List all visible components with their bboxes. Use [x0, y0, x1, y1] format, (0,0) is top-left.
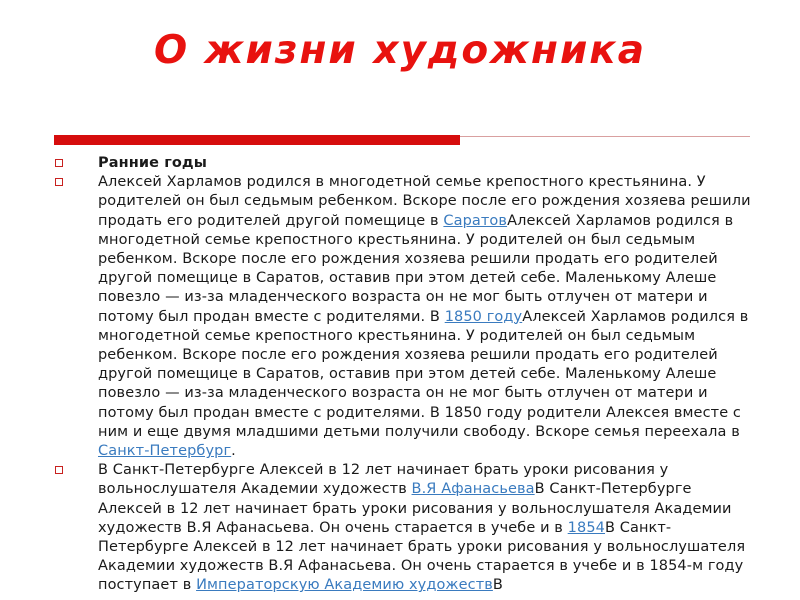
link-1854[interactable]: 1854 [567, 519, 605, 536]
slide-title: О жизни художника [153, 28, 647, 73]
link-1850[interactable]: 1850 году [444, 308, 523, 325]
paragraph-1 [98, 173, 754, 461]
link-saint-petersburg[interactable]: Санкт-Петербург [98, 443, 232, 460]
paragraph-2-text: В Санкт-Петербурге Алексей в 12 лет начинает брать уроки рисования у вольнослушателя Академии художеств В.Я Афанасьева. Он очень старается в учебе и в [98, 481, 732, 536]
paragraph-2-text: В Санкт-Петербурге Алексей в 12 лет начинает брать уроки рисования у вольнослушателя Академии художеств В.Я Афанасьева. Он очень старается в учебе и в 1854-м году поступает в [98, 519, 746, 594]
paragraph-1-text: Алексей Харламов родился в многодетной семье крепостного крестьянина. У родителей он был седьмым ребенком. Вскоре после его рождения хозяева решили продать его родителей другой помещице в Саратов, оставив при этом детей себе. Маленькому Алеше повезло — из-за младенческого возраста он не мог быть отлучен от матери и потому был продан вместе с родителями. В [98, 212, 734, 325]
paragraph-1-text: Алексей Харламов родился в многодетной семье крепостного крестьянина. У родителей он был седьмым ребенком. Вскоре после его рождения хозяева решили продать его родителей другой помещице в Саратов, оставив при этом детей себе. Маленькому Алеше повезло — из-за младенческого возраста он не мог быть отлучен от матери и потому был продан вместе с родителями. В 1850 году родители Алексея вместе с ним и еще двумя младшими детьми получили свободу. Вскоре семья переехала в [98, 308, 749, 440]
link-imperial-academy[interactable]: Императорскую Академию художеств [196, 577, 493, 594]
link-saratov[interactable]: Саратов [443, 212, 508, 229]
bullet-square-icon [54, 461, 98, 480]
section-heading: Ранние годы [98, 155, 207, 171]
paragraph-1-text: Алексей Харламов родился в многодетной семье крепостного крестьянина. У родителей он был седьмым ребенком. Вскоре после его рождения хозяева решили продать его родителей другой помещице в [98, 174, 751, 229]
paragraph-2 [98, 461, 754, 595]
slide-content [54, 154, 754, 596]
list-item-paragraph-1 [54, 173, 754, 461]
list-item-heading [54, 154, 754, 173]
bullet-square-icon [54, 173, 98, 192]
title-underline-thick [54, 135, 460, 145]
list-item-paragraph-2 [54, 461, 754, 595]
bullet-square-icon [54, 154, 98, 173]
paragraph-2-text: В [492, 577, 503, 594]
paragraph-1-text: . [231, 443, 236, 460]
paragraph-2-text: В Санкт-Петербурге Алексей в 12 лет начинает брать уроки рисования у вольнослушателя Академии художеств [98, 462, 669, 498]
title-underline-thin [460, 136, 750, 137]
link-afanasyev[interactable]: В.Я Афанасьева [411, 481, 535, 498]
